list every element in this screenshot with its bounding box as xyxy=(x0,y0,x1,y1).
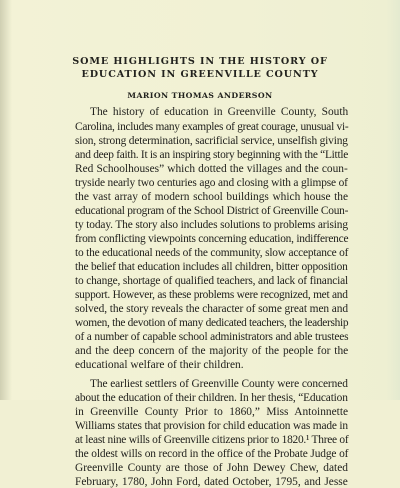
body-line: to the educational needs of the community, slow acceptance of xyxy=(75,247,349,259)
body-line: in Greenville County Prior to 1860,” Miss Antoinnette xyxy=(75,406,349,418)
body-line: and the deep concern of the majority of the people for the xyxy=(75,345,349,357)
body-line: from conflicting viewpoints concerning education, indifference xyxy=(75,233,349,245)
body-line: Williams states that provision for child education was made in xyxy=(75,420,348,432)
body-line: about the education of their children. In her thesis, “Education xyxy=(75,392,348,404)
article-title-line-1: SOME HIGHLIGHTS IN THE HISTORY OF xyxy=(72,56,328,67)
body-line: ty today. The story also includes solutions to problems arising xyxy=(75,219,348,231)
body-line: the vast array of modern school buildings which house the xyxy=(75,191,349,203)
body-line: sion, strong determination, sacrificial service, unselfish giving xyxy=(75,135,348,147)
article-author: MARION THOMAS ANDERSON xyxy=(127,91,273,100)
page-edge-shading xyxy=(386,0,400,400)
article-title-line-2: EDUCATION IN GREENVILLE COUNTY xyxy=(81,69,319,80)
body-line: Carolina, includes many examples of great courage, unusual vi- xyxy=(75,121,349,133)
body-line: tryside nearly two centuries ago and closing with a glimpse of xyxy=(75,177,348,189)
body-line: and deep faith. It is an inspiring story beginning with the “Little xyxy=(75,149,349,161)
body-line: support. However, as these problems were recognized, met and xyxy=(75,289,348,301)
body-line: women, the devotion of many dedicated teachers, the leadership xyxy=(75,317,349,329)
body-line: The earliest settlers of Greenville County were concerned xyxy=(90,378,348,390)
body-line: to change, shortage of qualified teachers, and lack of financial xyxy=(75,275,349,287)
body-line: solved, the story reveals the character of some great men and xyxy=(75,303,349,315)
body-line: Red Schoolhouses” which dotted the villages and the coun- xyxy=(75,163,348,175)
body-line: educational program of the School District of Greenville Coun- xyxy=(75,205,349,217)
body-line: of a number of capable school administrators and able trustees xyxy=(75,331,349,343)
body-line: educational welfare of their children. xyxy=(75,359,244,371)
body-line: the oldest wills on record in the office of the Probate Judge of xyxy=(75,448,349,460)
body-line: the belief that education includes all children, bitter opposition xyxy=(75,261,348,273)
body-line: The history of education in Greenville County, South xyxy=(90,106,349,118)
page-gutter-shadow xyxy=(0,0,12,400)
body-line: Greenville County are those of John Dewey Chew, dated xyxy=(75,462,348,474)
body-line: at least nine wills of Greenville citizens prior to 1820.¹ Three of xyxy=(75,434,349,446)
body-line: February, 1780, John Ford, dated October, 1795, and Jesse xyxy=(75,476,348,488)
